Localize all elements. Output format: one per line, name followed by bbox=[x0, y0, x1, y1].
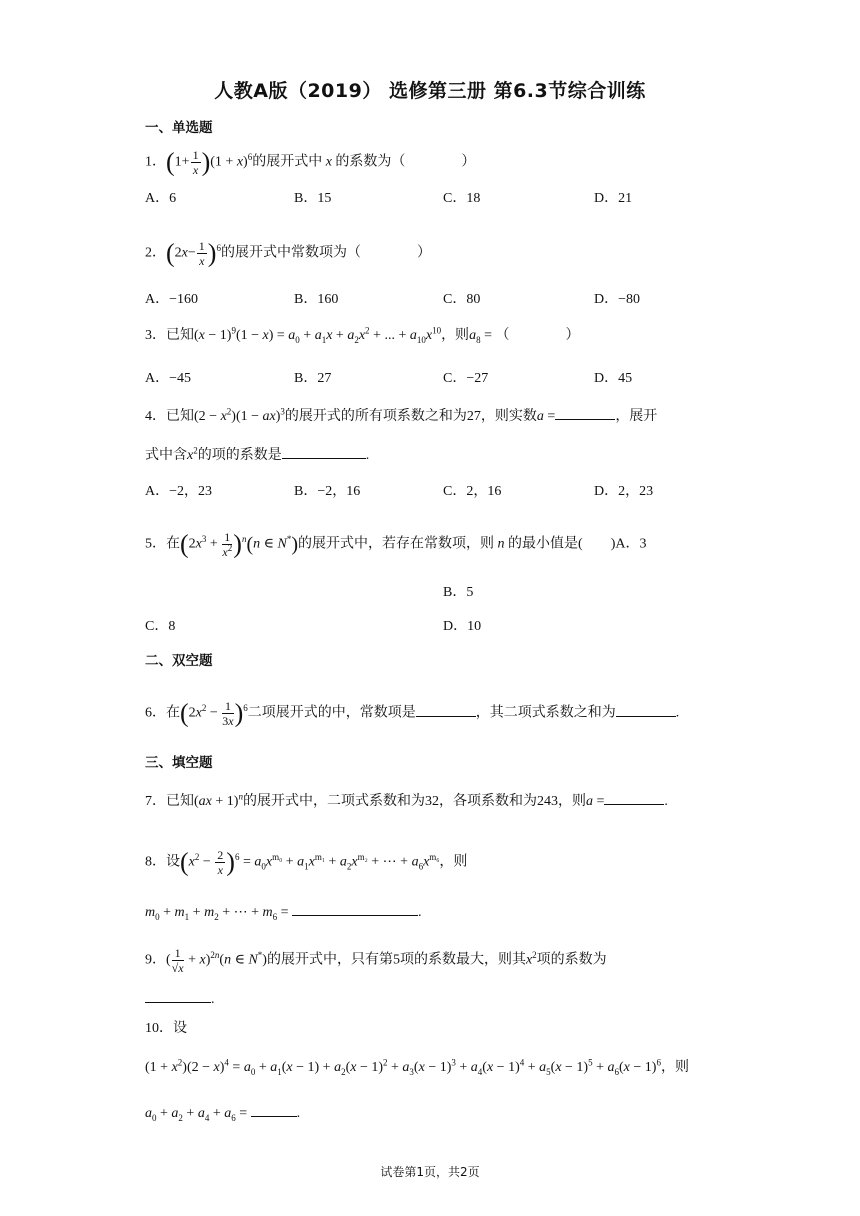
section-single-choice: 一、单选题 bbox=[145, 120, 213, 136]
section-fill-blank: 三、填空题 bbox=[145, 755, 213, 771]
question-8-line2: $m_0 + m_1 + m_2$ + ⋯ + $m_6$ = . bbox=[145, 901, 422, 923]
question-1: 1．(1+ $\frac{1}{x}$ )$(1 + x)^6$的展开式中 x 的系数为（ ） bbox=[145, 147, 476, 177]
option-d: D．21 bbox=[594, 191, 633, 206]
option-c: C．8 bbox=[145, 619, 176, 634]
question-4: 4．已知$(2 - x^2)(1 - ax)^3$的展开式的所有项系数之和为27，则实数a = ，展开 bbox=[145, 406, 658, 424]
option-b: B．27 bbox=[294, 371, 332, 386]
question-7: 7．已知(ax + 1)$^n$的展开式中，二项式系数和为32，各项系数和为243，则a = . bbox=[145, 791, 668, 809]
section-double-blank: 二、双空题 bbox=[145, 653, 213, 669]
question-10-line3: $a_0 + a_2 + a_4 + a_6$ = . bbox=[145, 1102, 300, 1124]
option-c: C．80 bbox=[443, 292, 481, 307]
option-a: A．−2，23 bbox=[145, 484, 213, 499]
option-c: C．2，16 bbox=[443, 484, 502, 499]
question-2: 2．(2x− $\frac{1}{x}$ )$^6$的展开式中常数项为（ ） bbox=[145, 238, 431, 268]
question-10-line2: $(1 + x^2)(2 - x)^4 = a_0 + a_1(x - 1) + a_2(x - 1)^2 + a_3(x - 1)^3 + a_4(x - 1)^4 + a_5(x - 1)^5 + a_6(x - 1)^6$，则 bbox=[145, 1057, 689, 1077]
question-5: 5．在($2x^3$ + $\frac{1}{x^2}$ )$^n$(n ∈ N*)的展开式中，若存在常数项，则 n 的最小值是( )A．3 bbox=[145, 529, 647, 559]
option-b: B．−2，16 bbox=[294, 484, 361, 499]
option-d: D．45 bbox=[594, 371, 633, 386]
option-a: A．−45 bbox=[145, 371, 192, 386]
option-b: B．5 bbox=[443, 585, 474, 600]
question-9: 9．( $\frac{1}{√x}$ + x)$^{2n}$(n ∈ N*)的展开式中，只有第5项的系数最大，则其$x^2$项的系数为 bbox=[145, 946, 607, 975]
question-4-line2: 式中含$x^2$的项的系数是 . bbox=[145, 445, 370, 463]
question-9-line2: . bbox=[145, 988, 215, 1010]
page-footer: 试卷第1页，共2页 bbox=[380, 1165, 480, 1179]
question-10: 10．设 bbox=[145, 1021, 187, 1036]
option-d: D．−80 bbox=[594, 292, 641, 307]
option-b: B．15 bbox=[294, 191, 332, 206]
option-c: C．18 bbox=[443, 191, 481, 206]
option-d: D．2，23 bbox=[594, 484, 654, 499]
question-6: 6．在($2x^2$ − $\frac{1}{3x}$ )$^6$二项展开式的中，常数项是 ，其二项式系数之和为 . bbox=[145, 698, 680, 728]
option-c: C．−27 bbox=[443, 371, 489, 386]
page-title: 人教A版（2019） 选修第三册 第6.3节综合训练 bbox=[214, 80, 646, 102]
option-b: B．160 bbox=[294, 292, 339, 307]
option-a: A．6 bbox=[145, 191, 177, 206]
question-3: 3．已知$(x - 1)^9(1 - x) = a_0 + a_1x + a_2x^2$ + ... + $a_{10}x^{10}$，则$a_8$ = （ ） bbox=[145, 325, 580, 345]
option-a: A．−160 bbox=[145, 292, 199, 307]
option-d: D．10 bbox=[443, 619, 482, 634]
question-8: 8．设($x^2$ − $\frac{2}{x}$ )$^6 = a_0x^{m_0} + a_1x^{m_1} + a_2x^{m_2}$ + ⋯ + $a_6x^{m_6}$，则 bbox=[145, 847, 468, 877]
